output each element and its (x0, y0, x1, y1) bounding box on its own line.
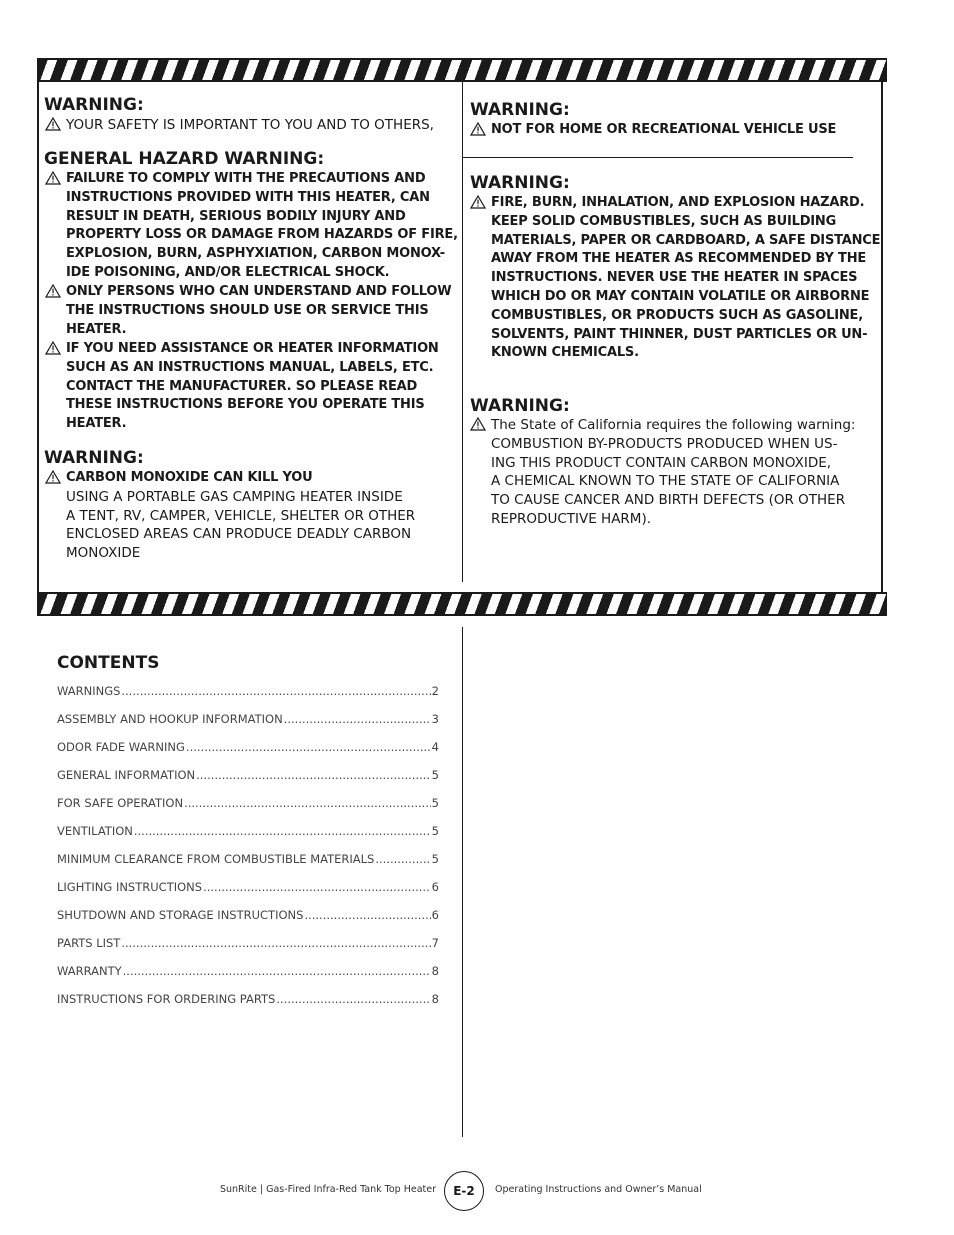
warning-item (66, 340, 439, 434)
general-hazard-heading: GENERAL HAZARD WARNING: (44, 149, 325, 169)
toc-leader-dots (276, 992, 430, 1006)
warning-triangle-icon (45, 117, 61, 131)
warning-item-line: FAILURE TO COMPLY WITH THE PRECAUTIONS AND (66, 171, 426, 186)
contents-title: CONTENTS (57, 653, 160, 673)
toc-entry-page: 8 (431, 992, 439, 1006)
toc-entry (57, 824, 439, 852)
toc-entry (57, 908, 439, 936)
warning-item-line: HEATER. (66, 416, 127, 432)
toc-entry-label: ASSEMBLY AND HOOKUP INFORMATION (57, 712, 283, 726)
warning-item-line: ING THIS PRODUCT CONTAIN CARBON MONOXIDE, (491, 454, 832, 471)
toc-entry-label: WARNINGS (57, 684, 121, 698)
toc-entry-page: 2 (431, 684, 439, 698)
warning-item-line: THE INSTRUCTIONS SHOULD USE OR SERVICE THIS (66, 302, 429, 318)
table-of-contents (57, 684, 439, 1020)
footer-product-name: SunRite | Gas-Fired Infra-Red Tank Top Heater (219, 1184, 436, 1195)
toc-entry-label: LIGHTING INSTRUCTIONS (57, 880, 203, 894)
warning-item-line: WHICH DO OR MAY CONTAIN VOLATILE OR AIRBORNE (491, 288, 870, 304)
toc-entry-page: 3 (431, 712, 439, 726)
toc-entry-page: 5 (431, 824, 439, 838)
warning-item-line: NOT FOR HOME OR RECREATIONAL VEHICLE USE (491, 122, 837, 137)
toc-entry-label: SHUTDOWN AND STORAGE INSTRUCTIONS (57, 908, 304, 922)
toc-leader-dots (284, 712, 431, 726)
toc-entry-label: MINIMUM CLEARANCE FROM COMBUSTIBLE MATERIALS (57, 852, 375, 866)
warning-item-line: IF YOU NEED ASSISTANCE OR HEATER INFORMATION (66, 341, 439, 356)
toc-entry (57, 964, 439, 992)
toc-entry-label: ODOR FADE WARNING (57, 740, 185, 754)
toc-entry (57, 740, 439, 768)
warning-item-line: INSTRUCTIONS. NEVER USE THE HEATER IN SPACES (491, 270, 858, 286)
co-item-line: A TENT, RV, CAMPER, VEHICLE, SHELTER OR OTHER (66, 507, 416, 524)
column-divider-lower (462, 627, 463, 1137)
warning-item-line: AWAY FROM THE HEATER AS RECOMMENDED BY THE (491, 251, 867, 267)
warning-heading-fire: WARNING: (470, 173, 570, 193)
warning-item-co (66, 469, 415, 563)
warning-item (491, 194, 880, 363)
toc-entry-page: 5 (431, 768, 439, 782)
toc-entry-page: 4 (431, 740, 439, 754)
toc-leader-dots (203, 880, 431, 894)
warning-item-line: CONTACT THE MANUFACTURER. SO PLEASE READ (66, 378, 418, 394)
warning-item-line: The State of California requires the following warning: (491, 417, 856, 433)
toc-entry-label: INSTRUCTIONS FOR ORDERING PARTS (57, 992, 276, 1006)
warning-item-line: KEEP SOLID COMBUSTIBLES, SUCH AS BUILDING (491, 213, 837, 229)
warning-item (491, 416, 855, 529)
warning-item-line: SOLVENTS, PAINT THINNER, DUST PARTICLES OR UN- (491, 326, 868, 342)
toc-entry-page: 7 (431, 936, 439, 950)
hazard-stripe-top (37, 58, 887, 82)
page-number-badge: E-2 (444, 1171, 484, 1211)
warning-item-line: ONLY PERSONS WHO CAN UNDERSTAND AND FOLLOW (66, 284, 452, 299)
warning-item (66, 170, 458, 283)
warning-heading-home-use: WARNING: (470, 100, 570, 120)
warning-item-line: EXPLOSION, BURN, ASPHYXIATION, CARBON MONOX- (66, 246, 445, 262)
toc-entry (57, 796, 439, 824)
warning-triangle-icon (470, 417, 486, 431)
warning-item-line: REPRODUCTIVE HARM). (491, 510, 652, 527)
warning-item-line: INSTRUCTIONS PROVIDED WITH THIS HEATER, CAN (66, 189, 430, 205)
warning-item-line: FIRE, BURN, INHALATION, AND EXPLOSION HAZARD. (491, 195, 865, 210)
warning-item-line: IDE POISONING, AND/OR ELECTRICAL SHOCK. (66, 264, 390, 280)
co-item-line: ENCLOSED AREAS CAN PRODUCE DEADLY CARBON (66, 526, 412, 543)
toc-entry-label: PARTS LIST (57, 936, 121, 950)
toc-entry-page: 6 (431, 908, 439, 922)
warning-item-line: TO CAUSE CANCER AND BIRTH DEFECTS (OR OTHER (491, 492, 846, 509)
warning-item (66, 283, 451, 339)
toc-leader-dots (196, 768, 431, 782)
warning-heading-safety: WARNING: (44, 95, 144, 115)
warning-item-line: YOUR SAFETY IS IMPORTANT TO YOU AND TO OTHERS, (66, 117, 434, 133)
toc-entry (57, 936, 439, 964)
co-item-title: CARBON MONOXIDE CAN KILL YOU (66, 470, 313, 485)
toc-entry-label: VENTILATION (57, 824, 133, 838)
toc-entry-page: 6 (431, 880, 439, 894)
toc-entry (57, 684, 439, 712)
toc-leader-dots (134, 824, 431, 838)
warning-item-line: COMBUSTION BY-PRODUCTS PRODUCED WHEN US- (491, 435, 838, 452)
toc-leader-dots (304, 908, 430, 922)
warning-triangle-icon (470, 122, 486, 136)
toc-entry (57, 768, 439, 796)
toc-entry (57, 712, 439, 740)
toc-leader-dots (184, 796, 431, 810)
toc-leader-dots (121, 936, 430, 950)
warning-heading-co: WARNING: (44, 448, 144, 468)
toc-leader-dots (186, 740, 431, 754)
warning-item-line: SUCH AS AN INSTRUCTIONS MANUAL, LABELS, ETC. (66, 359, 434, 375)
warning-item-line: HEATER. (66, 321, 127, 337)
warning-item-line: COMBUSTIBLES, OR PRODUCTS SUCH AS GASOLINE, (491, 307, 863, 323)
co-item-line: MONOXIDE (66, 545, 141, 562)
toc-entry-page: 8 (431, 964, 439, 978)
toc-leader-dots (123, 964, 431, 978)
warning-triangle-icon (45, 341, 61, 355)
warning-item (66, 116, 434, 135)
warning-triangle-icon (45, 470, 61, 484)
toc-entry-page: 5 (431, 796, 439, 810)
toc-entry-label: GENERAL INFORMATION (57, 768, 196, 782)
warning-triangle-icon (45, 284, 61, 298)
toc-leader-dots (375, 852, 430, 866)
section-divider (462, 157, 853, 158)
toc-entry-page: 5 (431, 852, 439, 866)
warning-heading-california: WARNING: (470, 396, 570, 416)
toc-entry (57, 852, 439, 880)
toc-leader-dots (121, 684, 430, 698)
co-item-line: USING A PORTABLE GAS CAMPING HEATER INSIDE (66, 488, 403, 505)
warning-item-line: PROPERTY LOSS OR DAMAGE FROM HAZARDS OF FIRE, (66, 227, 458, 243)
toc-entry (57, 880, 439, 908)
toc-entry (57, 992, 439, 1020)
warning-item-line: THESE INSTRUCTIONS BEFORE YOU OPERATE THIS (66, 397, 425, 413)
warning-item-line: A CHEMICAL KNOWN TO THE STATE OF CALIFORNIA (491, 473, 840, 490)
warning-triangle-icon (470, 195, 486, 209)
warning-item (491, 121, 836, 140)
hazard-stripe-bottom (37, 592, 887, 616)
warning-item-line: MATERIALS, PAPER OR CARDBOARD, A SAFE DISTANCE (491, 232, 881, 248)
toc-entry-label: WARRANTY (57, 964, 122, 978)
footer-manual-title: Operating Instructions and Owner’s Manual (495, 1184, 702, 1195)
toc-entry-label: FOR SAFE OPERATION (57, 796, 184, 810)
warning-item-line: KNOWN CHEMICALS. (491, 345, 639, 361)
warning-triangle-icon (45, 171, 61, 185)
warning-item-line: RESULT IN DEATH, SERIOUS BODILY INJURY AND (66, 208, 406, 224)
